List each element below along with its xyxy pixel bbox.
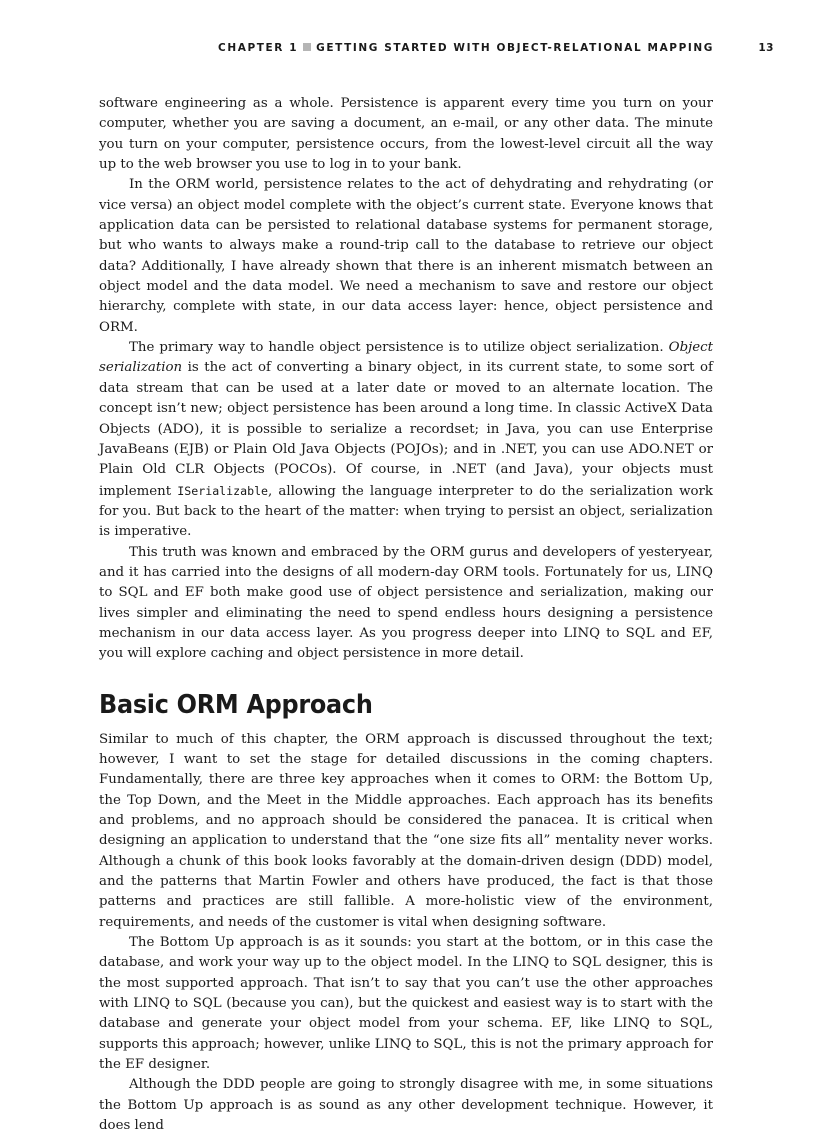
paragraph: The Bottom Up approach is as it sounds: you start at the bottom, or in this case the database, and work your way up to the object model. In the LINQ to SQL designer, this is the most supported approach. That isn’t to say that you can’t use the other approaches with LINQ to SQL (because you can), but the quickest and easiest way is to start with the database and generate your object model from your schema. EF, like LINQ to SQL, supports this approach; however, unlike LINQ to SQL, this is not the primary approach for the EF designer. <box>99 935 713 1073</box>
running-head <box>0 42 816 58</box>
paragraph-text: The primary way to handle object persistence is to utilize object serialization. <box>129 340 664 356</box>
paragraph: In the ORM world, persistence relates to the act of dehydrating and rehydrating (or vice versa) an object model complete with the object’s current state. Everyone knows that application data can be persisted to relational database systems for permanent storage, but who wants to always make a round-trip call to the database to retrieve our object data? Additionally, I have already shown that there is an inherent mismatch between an object model and the data model. We need a mechanism to save and restore our object hierarchy, complete with state, in our data access layer: hence, object persistence and ORM. <box>99 177 713 335</box>
chapter-title: GETTING STARTED WITH OBJECT-RELATIONAL MAPPING <box>316 42 714 54</box>
inline-code: ISerializable <box>177 483 269 498</box>
paragraph: Similar to much of this chapter, the ORM approach is discussed throughout the text; however, I want to set the stage for detailed discussions in the coming chapters. Fundamentally, there are three key approaches when it comes to ORM: the Bottom Up, the Top Down, and the Meet in the Middle approaches. Each approach has its benefits and problems, and no approach should be considered the panacea. It is critical when designing an application to understand that the “one size fits all” mentality never works. Although a chunk of this book looks favorably at the domain-driven design (DDD) model, and the patterns that Martin Fowler and others have produced, the fact is that those patterns and practices are still fallible. A more-holistic view of the environment, requirements, and needs of the customer is vital when designing software. <box>99 731 713 930</box>
separator-square-icon <box>303 43 311 51</box>
paragraph-text: , allowing the language interpreter to do the serialization work for you. But back to the heart of the matter: when trying to persist an object, serialization is imperative. <box>99 483 713 540</box>
paragraph: software engineering as a whole. Persistence is apparent every time you turn on your computer, whether you are saving a document, an e-mail, or any other data. The minute you turn on your computer, persistence occurs, from the lowest-level circuit all the way up to the web browser you use to log in to your bank. <box>99 96 713 173</box>
italic-term: Object serialization <box>99 340 713 376</box>
section-heading: Basic ORM Approach <box>99 689 373 720</box>
paragraph-text: is the act of converting a binary object, in its current state, to some sort of data stream that can be used at a later date or moved to an alternate location. The concept isn’t new; object persistence has been around a long time. In classic ActiveX Data Objects (ADO), it is possible to serialize a recordset; in Java, you can use Enterprise JavaBeans (EJB) or Plain Old Java Objects (POJOs); and in .NET, you can use ADO.NET or Plain Old CLR Objects (POCOs). Of course, in .NET (and Java), your objects must implement <box>99 360 713 499</box>
paragraph: Although the DDD people are going to strongly disagree with me, in some situations the Bottom Up approach is as sound as any other development technique. However, it does lend <box>99 1077 713 1134</box>
paragraph: This truth was known and embraced by the ORM gurus and developers of yesteryear, and it has carried into the designs of all modern-day ORM tools. Fortunately for us, LINQ to SQL and EF both make good use of object persistence and serialization, making our lives simpler and eliminating the need to spend endless hours designing a persistence mechanism in our data access layer. As you progress deeper into LINQ to SQL and EF, you will explore caching and object persistence in more detail. <box>99 544 713 662</box>
running-head-chapter <box>218 42 714 54</box>
paragraph-serialization <box>99 338 713 542</box>
body-text <box>99 94 713 1137</box>
chapter-label: CHAPTER 1 <box>218 42 299 54</box>
page-number: 13 <box>758 42 774 54</box>
